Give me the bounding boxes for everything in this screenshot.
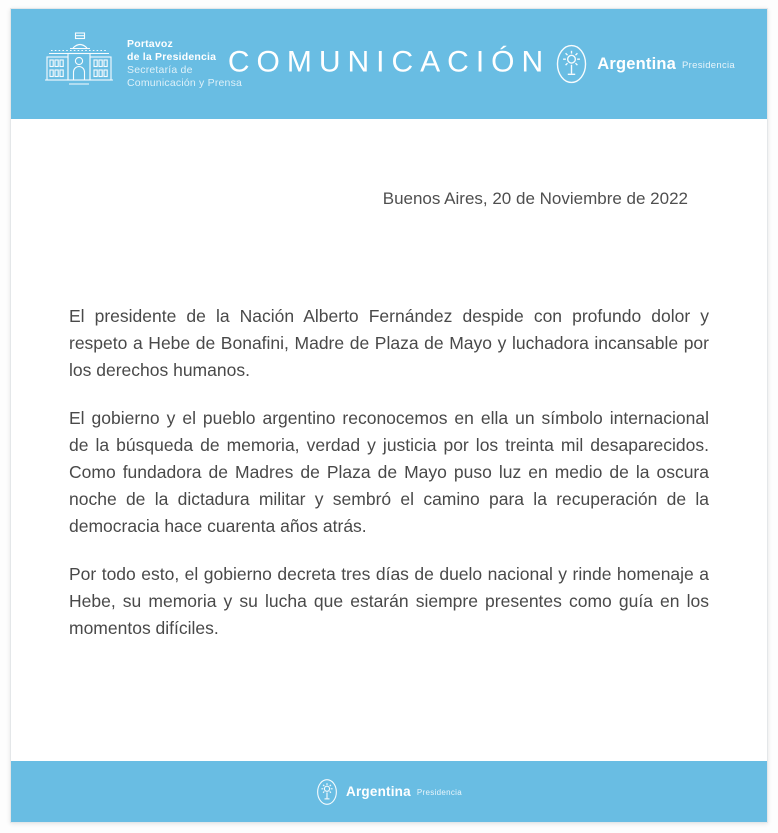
- document-body: [11, 119, 767, 761]
- header-bar: [11, 9, 767, 119]
- brand-name: Argentina: [346, 784, 411, 799]
- communication-document: [10, 8, 768, 823]
- org-logo-block: [43, 32, 242, 96]
- org-sub-line2: Comunicación y Prensa: [127, 77, 243, 89]
- footer-bar: [11, 761, 767, 822]
- paragraph-1: El presidente de la Nación Alberto Fernández despide con profundo dolor y respeto a Hebe de Bonafini, Madre de Plaza de Mayo y luchadora incansable por los derechos humanos.: [69, 306, 709, 380]
- argentina-brand-header: [555, 43, 735, 85]
- document-type-title: COMUNICACIÓN: [227, 45, 551, 79]
- brand-subtitle: Presidencia: [416, 788, 462, 797]
- dateline: Buenos Aires, 20 de Noviembre de 2022: [382, 189, 688, 208]
- org-name-line1: Portavoz: [127, 38, 173, 50]
- sun-oval-icon: [555, 43, 588, 85]
- org-name-line2: de la Presidencia: [127, 51, 217, 63]
- paragraph-3: Por todo esto, el gobierno decreta tres días de duelo nacional y rinde homenaje a Hebe, su memoria y su lucha que estarán siempre presentes como guía en los momentos difíciles.: [69, 564, 709, 638]
- brand-subtitle: Presidencia: [682, 60, 735, 71]
- org-sub-line1: Secretaría de: [127, 64, 193, 76]
- argentina-brand-footer: [316, 778, 462, 806]
- brand-name: Argentina: [597, 54, 677, 73]
- org-text-block: [127, 38, 242, 90]
- casa-rosada-icon: [43, 32, 115, 96]
- sun-oval-icon: [316, 778, 338, 806]
- paragraph-2: El gobierno y el pueblo argentino reconocemos en ella un símbolo internacional de la búsqueda de memoria, verdad y justicia por los treinta mil desaparecidos. Como fundadora de Madres de Plaza de Mayo puso luz en medio de la oscura noche de la dictadura militar y sembró el camino para la recuperación de la democracia hace cuarenta años atrás.: [69, 408, 709, 536]
